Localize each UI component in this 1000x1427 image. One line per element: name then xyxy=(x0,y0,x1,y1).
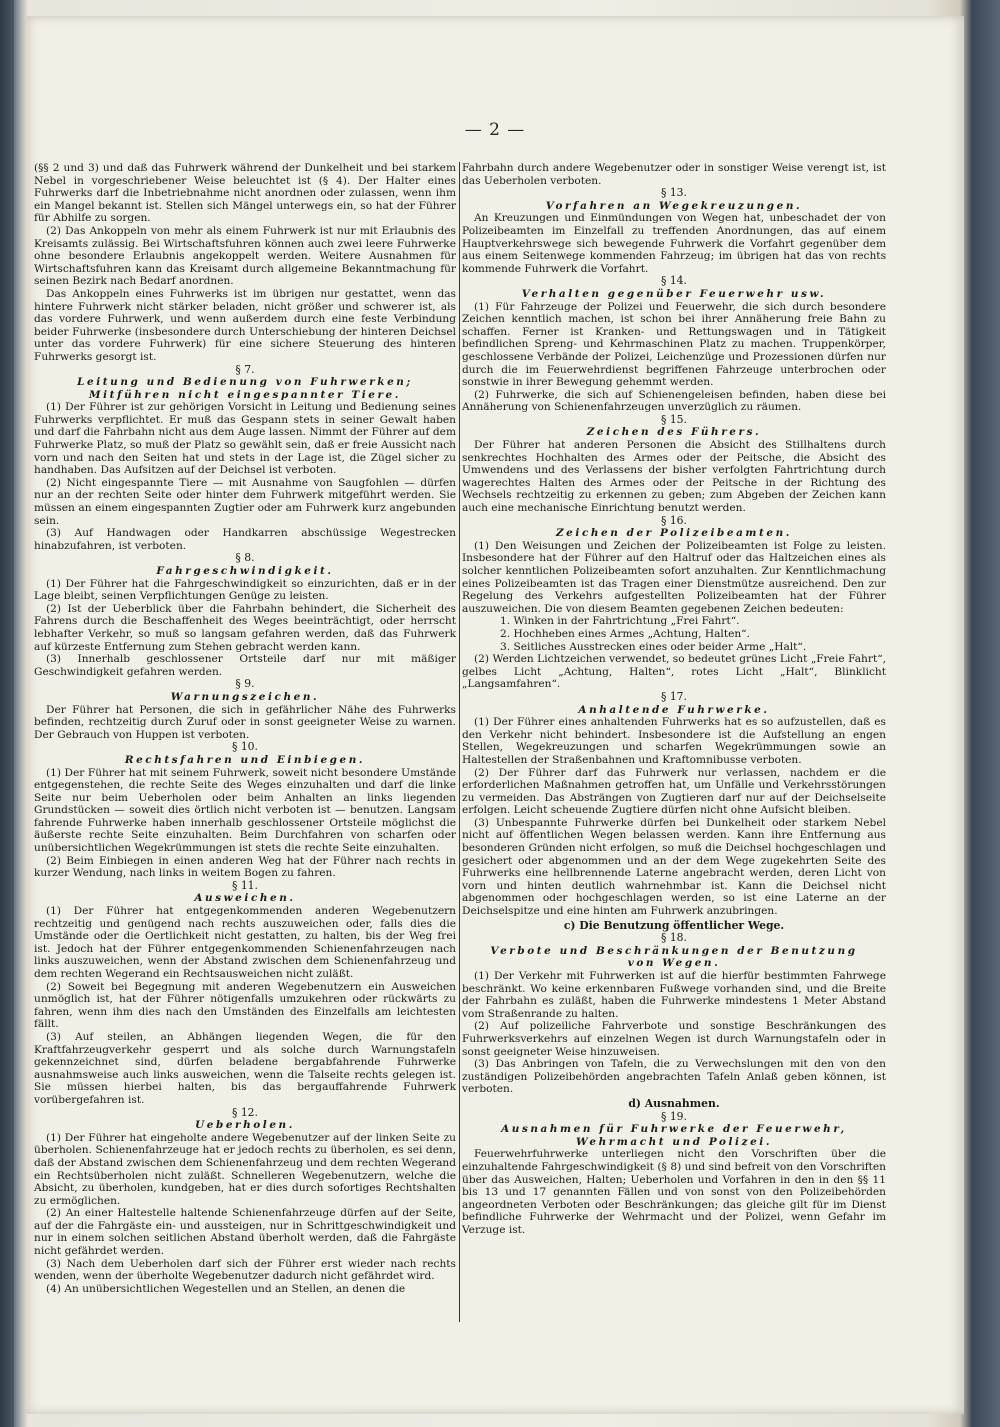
paragraph: Fahrbahn durch andere Wegebenutzer oder in sonstiger Weise verengt ist, ist das Ueberholen verboten. xyxy=(462,162,886,187)
section-title: Leitung und Bedienung von Fuhrwerken; xyxy=(77,376,413,389)
section-title: Mitführen nicht eingespannter Tiere. xyxy=(89,388,401,401)
paragraph: (1) Der Verkehr mit Fuhrwerken ist auf die hierfür bestimmten Fahrwege beschränkt. Wo keine erkennbaren Fußwege vorhanden sind, und die Breite der Fahrbahn es zuläßt, haben die Fuhrwerke mindestens 1 Meter Abstand vom Straßenrande zu halten. xyxy=(462,970,886,1020)
paragraph: (2) Beim Einbiegen in einen anderen Weg hat der Führer nach rechts in kurzer Wendung, nach links in weitem Bogen zu fahren. xyxy=(34,854,456,880)
section-title: Zeichen des Führers. xyxy=(586,426,762,439)
section-title: Verbote und Beschränkungen der Benutzung xyxy=(490,944,858,957)
paragraph: (3) Auf steilen, an Abhängen liegenden Wegen, die für den Kraftfahrzeugverkehr gesperrt und als solche durch Warnungstafeln gekennzeichnet sind, dürfen beladene bergabfahrende Fuhrwerke ausnahmsweise auch links ausweichen, wenn die Talseite rechts gelegen ist. Sie müssen hierbei halten, bis das bergauffahrende Fuhrwerk vorübergefahren ist. xyxy=(34,1030,456,1106)
paragraph: (1) Der Führer hat die Fahrgeschwindigkeit so einzurichten, daß er in der Lage bleibt, seinen Verpflichtungen Genüge zu leisten. xyxy=(34,577,456,603)
paragraph: (3) Nach dem Ueberholen darf sich der Führer erst wieder nach rechts wenden, wenn der überholte Wegebenutzer dadurch nicht gefährdet wird. xyxy=(34,1257,456,1283)
paragraph: (2) Soweit bei Begegnung mit anderen Wegebenutzern ein Ausweichen unmöglich ist, hat der Führer nötigenfalls umzukehren oder rückwärts zu fahren, wenn ihm dies nach den Umständen des Einzelfalls am leichtesten fällt. xyxy=(34,980,456,1031)
paragraph: (2) Auf polizeiliche Fahrverbote und sonstige Beschränkungen des Fuhrwerksverkehrs auf einzelnen Wegen ist durch Warnungstafeln oder in sonst geeigneter Weise hinzuweisen. xyxy=(462,1020,886,1058)
paragraph: (4) An unübersichtlichen Wegestellen und an Stellen, an denen die xyxy=(46,1282,406,1295)
section-number: § 13. xyxy=(660,186,687,200)
section-title: Ueberholen. xyxy=(195,1119,295,1132)
paragraph: (2) Fuhrwerke, die sich auf Schienengeleisen befinden, haben diese bei Annäherung von Schienenfahrzeugen unverzüglich zu räumen. xyxy=(462,388,886,414)
part-heading: d) Ausnahmen. xyxy=(628,1096,720,1110)
paragraph: (3) Unbespannte Fuhrwerke dürfen bei Dunkelheit oder starkem Nebel nicht auf öffentlichen Wegen belassen werden. Kann ihre Entfernung aus besonderen Gründen nicht erfolgen, so muß die Deichsel hochgeschlagen und gesichert oder abgenommen und an der dem Wege zugekehrten Seite des Fuhrwerks eine hellbrennende Laterne angebracht werden, deren Licht von vorn und hinten deutlich wahrnehmbar ist. Kann die Deichsel nicht abgenommen oder hochgeschlagen werden, so ist eine Laterne an der Deichselspitze und eine hinten am Fuhrwerk anzubringen. xyxy=(462,816,886,918)
section-title: Anhaltende Fuhrwerke. xyxy=(578,703,770,716)
section-number: § 8. xyxy=(235,551,255,565)
section-number: § 16. xyxy=(660,513,687,527)
section-title: Fahrgeschwindigkeit. xyxy=(156,565,334,577)
list-item: 1. Winken in der Fahrtrichtung „Frei Fahrt“. xyxy=(500,615,740,628)
section-title: Ausnahmen für Fuhrwerke der Feuerwehr, xyxy=(501,1123,847,1136)
section-number: § 10. xyxy=(231,740,258,754)
list-item: 2. Hochheben eines Armes „Achtung, Halten“. xyxy=(500,627,750,640)
paragraph: (3) Das Anbringen von Tafeln, die zu Verwechslungen mit den von den zuständigen Polizeibehörden angebrachten Tafeln Anlaß geben können, ist verboten. xyxy=(462,1058,886,1096)
section-number: § 19. xyxy=(660,1109,687,1123)
section-title: Wehrmacht und Polizei. xyxy=(575,1135,773,1148)
section-number: § 15. xyxy=(660,412,687,426)
left-column xyxy=(34,162,456,1295)
page xyxy=(26,16,964,1414)
section-title: Ausweichen. xyxy=(194,892,296,905)
section-title: Warnungszeichen. xyxy=(170,690,320,703)
paragraph: Das Ankoppeln eines Fuhrwerks ist im übrigen nur gestattet, wenn das hintere Fuhrwerk nicht stärker beladen, nicht größer und schwerer ist, als das vordere Fuhrwerk, und wenn außerdem durch eine feste Verbindung beider Fuhrwerke (insbesondere durch Unterschiebung der hinteren Deichsel unter das vordere Fuhrwerk) für eine sichere Steuerung des hinteren Fuhrwerks gesorgt ist. xyxy=(34,287,456,363)
section-number: § 11. xyxy=(231,878,258,892)
paragraph: (2) Der Führer darf das Fuhrwerk nur verlassen, nachdem er die erforderlichen Maßnahmen getroffen hat, um Unfälle und Verkehrsstörungen zu vermeiden. Das Absträngen von Zugtieren darf nur auf der Deichselseite erfolgen. Leicht scheuende Zugtiere dürfen nicht ohne Aufsicht bleiben. xyxy=(462,766,886,817)
column-divider xyxy=(459,162,460,1322)
paragraph: (2) Werden Lichtzeichen verwendet, so bedeutet grünes Licht „Freie Fahrt“, gelbes Licht „Achtung, Halten“, rotes Licht „Halt“, Blinklicht „Langsamfahren“. xyxy=(462,653,886,691)
paragraph: (1) Der Führer eines anhaltenden Fuhrwerks hat es so aufzustellen, daß es den Verkehr nicht behindert. Insbesondere ist die Aufstellung an engen Stellen, Wegekreuzungen und scharfen Wegekrümmungen sowie an Haltestellen der Straßenbahnen und Kraftomnibusse verboten. xyxy=(462,716,886,766)
right-column xyxy=(462,162,886,1236)
section-title: Vorfahren an Wegekreuzungen. xyxy=(545,199,803,212)
paragraph: (2) Das Ankoppeln von mehr als einem Fuhrwerk ist nur mit Erlaubnis des Kreisamts zulässig. Bei Wirtschaftsfuhren können auch zwei leere Fuhrwerke ohne besondere Erlaubnis angekoppelt werden. Weitere Ausnahmen für Wirtschaftsfuhren kann das Kreisamt durch allgemeine Bekanntmachung für seinen Bezirk nach Bedarf anordnen. xyxy=(34,224,456,288)
section-number: § 9. xyxy=(235,677,255,691)
list-item: 3. Seitliches Ausstrecken eines oder beider Arme „Halt“. xyxy=(500,640,807,653)
section-number: § 18. xyxy=(660,931,687,945)
section-title: Rechtsfahren und Einbiegen. xyxy=(124,753,366,766)
section-number: § 12. xyxy=(231,1105,258,1119)
section-number: § 7. xyxy=(235,362,255,376)
paragraph: (2) Ist der Ueberblick über die Fahrbahn behindert, die Sicherheit des Fahrens durch die Beschaffenheit des Weges beeinträchtigt, oder herrscht lebhafter Verkehr, so muß so langsam gefahren werden, daß das Fuhrwerk auf kürzeste Entfernung zum Stehen gebracht werden kann. xyxy=(34,602,456,653)
page-number: — 2 — xyxy=(464,120,526,140)
paragraph: Der Führer hat Personen, die sich in gefährlicher Nähe des Fuhrwerks befinden, rechtzeitig durch Zuruf oder in sonst geeigneter Weise zu warnen. Der Gebrauch von Huppen ist verboten. xyxy=(34,703,456,741)
section-title: von Wegen. xyxy=(627,957,721,970)
paragraph: Feuerwehrfuhrwerke unterliegen nicht den Vorschriften über die einzuhaltende Fahrgeschwindigkeit (§ 8) und sind befreit von den Vorschriften über das Ausweichen, Halten; Ueberholen und Vorfahren in den in den §§ 11 bis 13 und 17 genannten Fällen und von sonst von den Polizeibehörden angeordneten Verboten oder Beschränkungen; das gleiche gilt für im Dienst befindliche Fuhrwerke der Wehrmacht und der Polizei, wenn Gefahr im Verzuge ist. xyxy=(462,1148,886,1236)
paragraph: (2) An einer Haltestelle haltende Schienenfahrzeuge dürfen auf der Seite, auf der die Fahrgäste ein- und aussteigen, nur in Schrittgeschwindigkeit und nur in einem solchen seitlichen Abstand überholt werden, daß die Fahrgäste nicht gefährdet werden. xyxy=(34,1207,456,1258)
paragraph: (2) Nicht eingespannte Tiere — mit Ausnahme von Saugfohlen — dürfen nur an der rechten Seite oder hinter dem Fuhrwerk mitgeführt werden. Sie müssen an einem eingespannten Zugtier oder am Fuhrwerk kurz angebunden sein. xyxy=(34,476,456,527)
paragraph: (1) Der Führer hat entgegenkommenden anderen Wegebenutzern rechtzeitig und genügend nach rechts auszuweichen oder, falls dies die Umstände oder die Oertlichkeit nicht gestatten, zu halten, bis der Weg frei ist. Jedoch hat der Führer entgegenkommenden Schienenfahrzeugen nach links auszuweichen, wenn der Abstand zwischen dem Schienenfahrzeug und dem rechten Wegerand ein Rechtsausweichen nicht zuläßt. xyxy=(34,905,456,980)
paragraph: (1) Den Weisungen und Zeichen der Polizeibeamten ist Folge zu leisten. Insbesondere hat der Führer auf den Haltruf oder das Haltzeichen eines als solcher kenntlichen Polizeibeamten sofort anzuhalten. Zur Kenntlichmachung eines Polizeibeamten ist das Tragen einer Dienstmütze ausreichend. Den zur Regelung des Verkehrs aufgestellten Polizeibeamten hat der Führer auszuweichen. Die von diesem Beamten gegebenen Zeichen bedeuten: xyxy=(462,539,886,615)
section-number: § 17. xyxy=(660,689,687,703)
section-title: Zeichen der Polizeibeamten. xyxy=(556,527,792,540)
paragraph: (1) Für Fahrzeuge der Polizei und Feuerwehr, die sich durch besondere Zeichen kenntlich machen, ist schon bei ihrer Annäherung freie Bahn zu schaffen. Ferner ist Kranken- und Rettungswagen und in Tätigkeit befindlichen Spreng- und Kehrmaschinen Platz zu machen. Truppenkörper, geschlossene Verbände der Polizei, Leichenzüge und Prozessionen dürfen nur durch die im Feuerwehrdienst begriffenen Fahrzeuge unterbrochen oder sonstwie in ihrer Bewegung gehemmt werden. xyxy=(462,300,886,389)
paragraph: Der Führer hat anderen Personen die Absicht des Stillhaltens durch senkrechtes Hochhalten des Armes oder der Peitsche, die Absicht des Umwendens und des Verlassens der bisher verfolgten Fahrtrichtung durch wagerechtes Halten des Armes oder der Peitsche in der Richtung des Wechsels rechtzeitig zu erkennen zu geben; zum Abgeben der Zeichen kann auch eine mechanische Einrichtung benutzt werden. xyxy=(462,439,886,515)
section-title: Verhalten gegenüber Feuerwehr usw. xyxy=(521,287,827,300)
paragraph: (§§ 2 und 3) und daß das Fuhrwerk während der Dunkelheit und bei starkem Nebel in vorgeschriebener Weise beleuchtet ist (§ 4). Der Halter eines Fuhrwerks darf die Inbetriebnahme nicht anordnen oder zulassen, wenn ihm ein Mangel bekannt ist. Stellen sich Mängel unterwegs ein, so hat der Führer für Abhilfe zu sorgen. xyxy=(34,162,456,225)
part-heading: c) Die Benutzung öffentlicher Wege. xyxy=(563,918,785,932)
paragraph: (3) Auf Handwagen oder Handkarren abschüssige Wegestrecken hinabzufahren, ist verboten. xyxy=(34,527,456,552)
section-number: § 14. xyxy=(660,274,687,288)
book-binding-edge xyxy=(0,0,14,1427)
paragraph: (1) Der Führer ist zur gehörigen Vorsicht in Leitung und Bedienung seines Fuhrwerks verpflichtet. Er muß das Gespann stets in seiner Gewalt haben und darf die Fahrbahn nicht aus dem Auge lassen. Nimmt der Führer auf dem Fuhrwerke Platz, so muß der Platz so gewählt sein, daß er freie Aussicht nach vorn und nach den Seiten hat und stets in der Lage ist, die Zügel sicher zu handhaben. Das Aufsitzen auf der Deichsel ist verboten. xyxy=(34,401,456,477)
paragraph: (1) Der Führer hat eingeholte andere Wegebenutzer auf der linken Seite zu überholen. Schienenfahrzeuge hat er jedoch rechts zu überholen, es sei denn, daß der Abstand zwischen dem Schienenfahrzeug und dem rechten Wegerand ein Rechtsüberholen nicht zuläßt. Schnelleren Wegebenutzern, welche die Absicht, zu überholen, kundgeben, hat er dies durch sofortiges Rechtshalten zu ermöglichen. xyxy=(34,1131,456,1207)
paragraph: (3) Innerhalb geschlossener Ortsteile darf nur mit mäßiger Geschwindigkeit gefahren werden. xyxy=(34,653,456,678)
paragraph: An Kreuzungen und Einmündungen von Wegen hat, unbeschadet der von Polizeibeamten im Einzelfall zu treffenden Anordnungen, das auf einem Hauptverkehrswege sich bewegende Fuhrwerk die Vorfahrt gegenüber dem aus einem Seitenwege kommenden Fahrzeug; im übrigen hat das von rechts kommende Fuhrwerk die Vorfahrt. xyxy=(462,212,886,275)
paragraph: (1) Der Führer hat mit seinem Fuhrwerk, soweit nicht besondere Umstände entgegenstehen, die rechte Seite des Weges einzuhalten und darf die linke Seite nur beim Ueberholen oder beim Anhalten an links liegenden Grundstücken — soweit dies örtlich nicht verboten ist — benutzen. Langsam fahrende Fuhrwerke haben innerhalb geschlossener Ortsteile möglichst die äußerste rechte Seite einzuhalten. Beim Durchfahren von scharfen oder unübersichtlichen Wegekrümmungen ist stets die rechte Seite einzuhalten. xyxy=(34,766,456,855)
